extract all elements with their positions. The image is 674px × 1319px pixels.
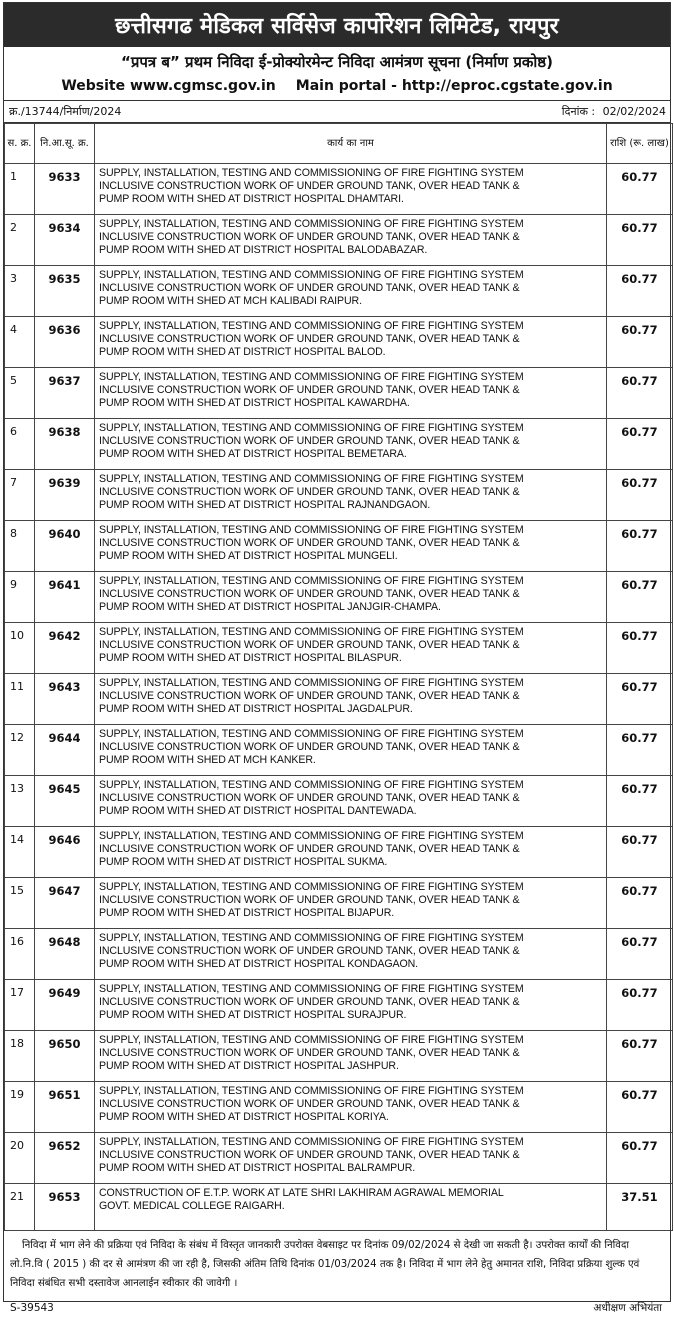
row-nit-number: 9640 [35, 521, 95, 572]
row-amount: 60.77 [607, 776, 673, 827]
header-sno: स. क्र. [5, 124, 35, 164]
footer-line: तक है। निविदा में भाग लेने हेतु अमानत राशि, निविदा प्रक्रिया शुल्क एवं निविदा संबंधित सभी दस्तावेज आनलाईन स्वीकार की जावेगी । [10, 1259, 640, 1289]
row-nit-number: 9639 [35, 470, 95, 521]
table-row [5, 827, 673, 878]
work-name-line: SUPPLY, INSTALLATION, TESTING AND COMMISSIONING OF FIRE FIGHTING SYSTEM [99, 626, 524, 638]
table-row [5, 980, 673, 1031]
tender-rows [5, 164, 673, 1231]
footer-line: सकती है। उपरोक्त कार्यों की निविदा लो.नि.वि ( 2015 ) की दर से आमंत्रण की जा रही है, जिसकी अंतिम तिथि दिनांक 01/03/2024 [10, 1240, 630, 1270]
reference-row [4, 101, 670, 123]
row-nit-number: 9649 [35, 980, 95, 1031]
row-nit-number: 9653 [35, 1184, 95, 1231]
row-serial: 11 [5, 674, 35, 725]
row-nit-number: 9641 [35, 572, 95, 623]
work-name-line: INCLUSIVE CONSTRUCTION WORK OF UNDER GROUND TANK, OVER HEAD TANK & [99, 384, 520, 396]
table-header-row [5, 124, 673, 164]
work-name-line: PUMP ROOM WITH SHED AT DISTRICT HOSPITAL JAGDALPUR. [99, 703, 413, 715]
work-name-line: SUPPLY, INSTALLATION, TESTING AND COMMISSIONING OF FIRE FIGHTING SYSTEM [99, 473, 524, 485]
date-value: 02/02/2024 [602, 105, 666, 118]
row-amount: 60.77 [607, 470, 673, 521]
row-amount: 60.77 [607, 419, 673, 470]
row-serial: 9 [5, 572, 35, 623]
table-row [5, 878, 673, 929]
header-amount: राशि (रू. लाख) [607, 124, 673, 164]
table-row [5, 1082, 673, 1133]
row-serial: 12 [5, 725, 35, 776]
notice-code: S-39543 [10, 1302, 54, 1314]
row-work-name [95, 521, 607, 572]
row-nit-number: 9643 [35, 674, 95, 725]
row-nit-number: 9636 [35, 317, 95, 368]
row-serial: 3 [5, 266, 35, 317]
table-row [5, 368, 673, 419]
work-name-line: PUMP ROOM WITH SHED AT DISTRICT HOSPITAL BALOD. [99, 346, 386, 358]
row-amount: 60.77 [607, 725, 673, 776]
table-row [5, 674, 673, 725]
work-name-line: PUMP ROOM WITH SHED AT MCH KANKER. [99, 754, 316, 766]
work-name-line: INCLUSIVE CONSTRUCTION WORK OF UNDER GROUND TANK, OVER HEAD TANK & [99, 435, 520, 447]
row-nit-number: 9633 [35, 164, 95, 215]
row-serial: 16 [5, 929, 35, 980]
row-amount: 60.77 [607, 164, 673, 215]
row-amount: 60.77 [607, 827, 673, 878]
date-label: दिनांक : [561, 105, 596, 118]
work-name-line: INCLUSIVE CONSTRUCTION WORK OF UNDER GROUND TANK, OVER HEAD TANK & [99, 231, 520, 243]
row-amount: 60.77 [607, 1133, 673, 1184]
row-work-name [95, 470, 607, 521]
work-name-line: SUPPLY, INSTALLATION, TESTING AND COMMISSIONING OF FIRE FIGHTING SYSTEM [99, 1034, 524, 1046]
row-nit-number: 9652 [35, 1133, 95, 1184]
website-row [4, 75, 670, 101]
row-serial: 15 [5, 878, 35, 929]
footer-line: निविदा में भाग लेने की प्रक्रिया एवं निविदा के संबंध में विस्तृत जानकारी उपरोक्त वेबसाइट पर दिनांक 09/02/2024 से देखी जा [22, 1240, 494, 1251]
header-work-name: कार्य का नाम [95, 124, 607, 164]
row-serial: 14 [5, 827, 35, 878]
row-serial: 21 [5, 1184, 35, 1231]
work-name-line: PUMP ROOM WITH SHED AT DISTRICT HOSPITAL KONDAGAON. [99, 958, 419, 970]
work-name-line: INCLUSIVE CONSTRUCTION WORK OF UNDER GROUND TANK, OVER HEAD TANK & [99, 945, 520, 957]
work-name-line: PUMP ROOM WITH SHED AT DISTRICT HOSPITAL BILASPUR. [99, 652, 402, 664]
work-name-line: PUMP ROOM WITH SHED AT DISTRICT HOSPITAL KORIYA. [99, 1111, 389, 1123]
work-name-line: PUMP ROOM WITH SHED AT DISTRICT HOSPITAL BIJAPUR. [99, 907, 395, 919]
org-title: छत्तीसगढ मेडिकल सर्विसेज कार्पोरेशन लिमिटेड, रायपुर [4, 3, 670, 47]
row-nit-number: 9648 [35, 929, 95, 980]
work-name-line: SUPPLY, INSTALLATION, TESTING AND COMMISSIONING OF FIRE FIGHTING SYSTEM [99, 779, 524, 791]
work-name-line: SUPPLY, INSTALLATION, TESTING AND COMMISSIONING OF FIRE FIGHTING SYSTEM [99, 728, 524, 740]
work-name-line: INCLUSIVE CONSTRUCTION WORK OF UNDER GROUND TANK, OVER HEAD TANK & [99, 1149, 520, 1161]
row-amount: 60.77 [607, 878, 673, 929]
row-work-name [95, 1082, 607, 1133]
table-row [5, 776, 673, 827]
row-work-name [95, 215, 607, 266]
portal-link[interactable]: Main portal - http://eproc.cgstate.gov.in [295, 77, 613, 94]
work-name-line: INCLUSIVE CONSTRUCTION WORK OF UNDER GROUND TANK, OVER HEAD TANK & [99, 996, 520, 1008]
row-nit-number: 9651 [35, 1082, 95, 1133]
work-name-line: PUMP ROOM WITH SHED AT DISTRICT HOSPITAL DANTEWADA. [99, 805, 417, 817]
table-row [5, 1031, 673, 1082]
row-nit-number: 9635 [35, 266, 95, 317]
website-link[interactable]: Website www.cgmsc.gov.in [61, 77, 276, 94]
work-name-line: PUMP ROOM WITH SHED AT DISTRICT HOSPITAL BALRAMPUR. [99, 1162, 416, 1174]
row-amount: 60.77 [607, 674, 673, 725]
row-work-name [95, 368, 607, 419]
work-name-line: PUMP ROOM WITH SHED AT MCH KALIBADI RAIPUR. [99, 295, 362, 307]
row-work-name [95, 827, 607, 878]
work-name-line: PUMP ROOM WITH SHED AT DISTRICT HOSPITAL SURAJPUR. [99, 1009, 407, 1021]
notice-date [562, 104, 666, 119]
table-row [5, 419, 673, 470]
notice-subtitle: “प्रपत्र ब” प्रथम निविदा ई-प्रोक्योरमेन्ट निविदा आमंत्रण सूचना (निर्माण प्रकोष्ठ) [121, 53, 553, 71]
row-amount: 60.77 [607, 368, 673, 419]
row-serial: 19 [5, 1082, 35, 1133]
work-name-line: SUPPLY, INSTALLATION, TESTING AND COMMISSIONING OF FIRE FIGHTING SYSTEM [99, 218, 524, 230]
row-work-name [95, 317, 607, 368]
row-amount: 60.77 [607, 572, 673, 623]
row-serial: 4 [5, 317, 35, 368]
tender-notice [3, 2, 671, 1314]
table-row [5, 317, 673, 368]
row-nit-number: 9646 [35, 827, 95, 878]
work-name-line: INCLUSIVE CONSTRUCTION WORK OF UNDER GROUND TANK, OVER HEAD TANK & [99, 843, 520, 855]
work-name-line: SUPPLY, INSTALLATION, TESTING AND COMMISSIONING OF FIRE FIGHTING SYSTEM [99, 575, 524, 587]
work-name-line: PUMP ROOM WITH SHED AT DISTRICT HOSPITAL DHAMTARI. [99, 193, 404, 205]
row-work-name [95, 1184, 607, 1231]
row-work-name [95, 1031, 607, 1082]
work-name-line: INCLUSIVE CONSTRUCTION WORK OF UNDER GROUND TANK, OVER HEAD TANK & [99, 282, 520, 294]
row-nit-number: 9647 [35, 878, 95, 929]
row-amount: 60.77 [607, 266, 673, 317]
work-name-line: GOVT. MEDICAL COLLEGE RAIGARH. [99, 1200, 285, 1212]
work-name-line: SUPPLY, INSTALLATION, TESTING AND COMMISSIONING OF FIRE FIGHTING SYSTEM [99, 422, 524, 434]
header-nit-no: नि.आ.सू. क्र. [35, 124, 95, 164]
row-work-name [95, 725, 607, 776]
work-name-line: INCLUSIVE CONSTRUCTION WORK OF UNDER GROUND TANK, OVER HEAD TANK & [99, 180, 520, 192]
row-serial: 18 [5, 1031, 35, 1082]
row-amount: 60.77 [607, 521, 673, 572]
work-name-line: INCLUSIVE CONSTRUCTION WORK OF UNDER GROUND TANK, OVER HEAD TANK & [99, 537, 520, 549]
work-name-line: INCLUSIVE CONSTRUCTION WORK OF UNDER GROUND TANK, OVER HEAD TANK & [99, 690, 520, 702]
row-nit-number: 9634 [35, 215, 95, 266]
table-row [5, 266, 673, 317]
work-name-line: SUPPLY, INSTALLATION, TESTING AND COMMISSIONING OF FIRE FIGHTING SYSTEM [99, 1085, 524, 1097]
footer-paragraph [4, 1231, 670, 1297]
row-work-name [95, 266, 607, 317]
work-name-line: INCLUSIVE CONSTRUCTION WORK OF UNDER GROUND TANK, OVER HEAD TANK & [99, 894, 520, 906]
row-amount: 60.77 [607, 1082, 673, 1133]
work-name-line: SUPPLY, INSTALLATION, TESTING AND COMMISSIONING OF FIRE FIGHTING SYSTEM [99, 983, 524, 995]
work-name-line: SUPPLY, INSTALLATION, TESTING AND COMMISSIONING OF FIRE FIGHTING SYSTEM [99, 167, 524, 179]
row-work-name [95, 674, 607, 725]
work-name-line: PUMP ROOM WITH SHED AT DISTRICT HOSPITAL BEMETARA. [99, 448, 407, 460]
row-nit-number: 9637 [35, 368, 95, 419]
row-amount: 60.77 [607, 980, 673, 1031]
work-name-line: INCLUSIVE CONSTRUCTION WORK OF UNDER GROUND TANK, OVER HEAD TANK & [99, 333, 520, 345]
work-name-line: INCLUSIVE CONSTRUCTION WORK OF UNDER GROUND TANK, OVER HEAD TANK & [99, 486, 520, 498]
row-serial: 5 [5, 368, 35, 419]
row-work-name [95, 1133, 607, 1184]
row-nit-number: 9644 [35, 725, 95, 776]
row-amount: 60.77 [607, 623, 673, 674]
table-row [5, 929, 673, 980]
row-serial: 8 [5, 521, 35, 572]
table-row [5, 725, 673, 776]
table-row [5, 572, 673, 623]
row-nit-number: 9638 [35, 419, 95, 470]
work-name-line: PUMP ROOM WITH SHED AT DISTRICT HOSPITAL SUKMA. [99, 856, 388, 868]
row-work-name [95, 776, 607, 827]
work-name-line: PUMP ROOM WITH SHED AT DISTRICT HOSPITAL RAJNANDGAON. [99, 499, 431, 511]
work-name-line: INCLUSIVE CONSTRUCTION WORK OF UNDER GROUND TANK, OVER HEAD TANK & [99, 639, 520, 651]
bottom-row [4, 1297, 670, 1319]
row-work-name [95, 929, 607, 980]
work-name-line: PUMP ROOM WITH SHED AT DISTRICT HOSPITAL MUNGELI. [99, 550, 398, 562]
row-amount: 60.77 [607, 215, 673, 266]
work-name-line: SUPPLY, INSTALLATION, TESTING AND COMMISSIONING OF FIRE FIGHTING SYSTEM [99, 524, 524, 536]
row-amount: 60.77 [607, 1031, 673, 1082]
work-name-line: INCLUSIVE CONSTRUCTION WORK OF UNDER GROUND TANK, OVER HEAD TANK & [99, 1098, 520, 1110]
table-row [5, 1133, 673, 1184]
work-name-line: SUPPLY, INSTALLATION, TESTING AND COMMISSIONING OF FIRE FIGHTING SYSTEM [99, 320, 524, 332]
work-name-line: INCLUSIVE CONSTRUCTION WORK OF UNDER GROUND TANK, OVER HEAD TANK & [99, 792, 520, 804]
table-row [5, 470, 673, 521]
row-work-name [95, 572, 607, 623]
row-serial: 1 [5, 164, 35, 215]
row-serial: 6 [5, 419, 35, 470]
tender-table [4, 123, 673, 1231]
row-nit-number: 9645 [35, 776, 95, 827]
row-nit-number: 9642 [35, 623, 95, 674]
work-name-line: INCLUSIVE CONSTRUCTION WORK OF UNDER GROUND TANK, OVER HEAD TANK & [99, 588, 520, 600]
row-serial: 7 [5, 470, 35, 521]
work-name-line: PUMP ROOM WITH SHED AT DISTRICT HOSPITAL JASHPUR. [99, 1060, 399, 1072]
signatory: अधीक्षण अभियंता [593, 1302, 662, 1314]
work-name-line: SUPPLY, INSTALLATION, TESTING AND COMMISSIONING OF FIRE FIGHTING SYSTEM [99, 677, 524, 689]
row-work-name [95, 419, 607, 470]
work-name-line: CONSTRUCTION OF E.T.P. WORK AT LATE SHRI LAKHIRAM AGRAWAL MEMORIAL [99, 1187, 504, 1199]
row-serial: 13 [5, 776, 35, 827]
table-row [5, 164, 673, 215]
work-name-line: SUPPLY, INSTALLATION, TESTING AND COMMISSIONING OF FIRE FIGHTING SYSTEM [99, 932, 524, 944]
table-row [5, 521, 673, 572]
row-nit-number: 9650 [35, 1031, 95, 1082]
work-name-line: INCLUSIVE CONSTRUCTION WORK OF UNDER GROUND TANK, OVER HEAD TANK & [99, 741, 520, 753]
row-amount: 60.77 [607, 317, 673, 368]
row-work-name [95, 623, 607, 674]
work-name-line: PUMP ROOM WITH SHED AT DISTRICT HOSPITAL KAWARDHA. [99, 397, 410, 409]
row-amount: 60.77 [607, 929, 673, 980]
reference-number: क्र./13744/निर्माण/2024 [9, 105, 122, 118]
work-name-line: SUPPLY, INSTALLATION, TESTING AND COMMISSIONING OF FIRE FIGHTING SYSTEM [99, 371, 524, 383]
work-name-line: PUMP ROOM WITH SHED AT DISTRICT HOSPITAL BALODABAZAR. [99, 244, 428, 256]
table-row [5, 1184, 673, 1231]
table-row [5, 215, 673, 266]
row-amount: 37.51 [607, 1184, 673, 1231]
row-serial: 10 [5, 623, 35, 674]
work-name-line: SUPPLY, INSTALLATION, TESTING AND COMMISSIONING OF FIRE FIGHTING SYSTEM [99, 269, 524, 281]
table-row [5, 623, 673, 674]
work-name-line: PUMP ROOM WITH SHED AT DISTRICT HOSPITAL JANJGIR-CHAMPA. [99, 601, 441, 613]
row-serial: 20 [5, 1133, 35, 1184]
work-name-line: SUPPLY, INSTALLATION, TESTING AND COMMISSIONING OF FIRE FIGHTING SYSTEM [99, 1136, 524, 1148]
row-serial: 17 [5, 980, 35, 1031]
row-work-name [95, 164, 607, 215]
work-name-line: SUPPLY, INSTALLATION, TESTING AND COMMISSIONING OF FIRE FIGHTING SYSTEM [99, 881, 524, 893]
work-name-line: INCLUSIVE CONSTRUCTION WORK OF UNDER GROUND TANK, OVER HEAD TANK & [99, 1047, 520, 1059]
work-name-line: SUPPLY, INSTALLATION, TESTING AND COMMISSIONING OF FIRE FIGHTING SYSTEM [99, 830, 524, 842]
row-work-name [95, 878, 607, 929]
row-serial: 2 [5, 215, 35, 266]
row-work-name [95, 980, 607, 1031]
